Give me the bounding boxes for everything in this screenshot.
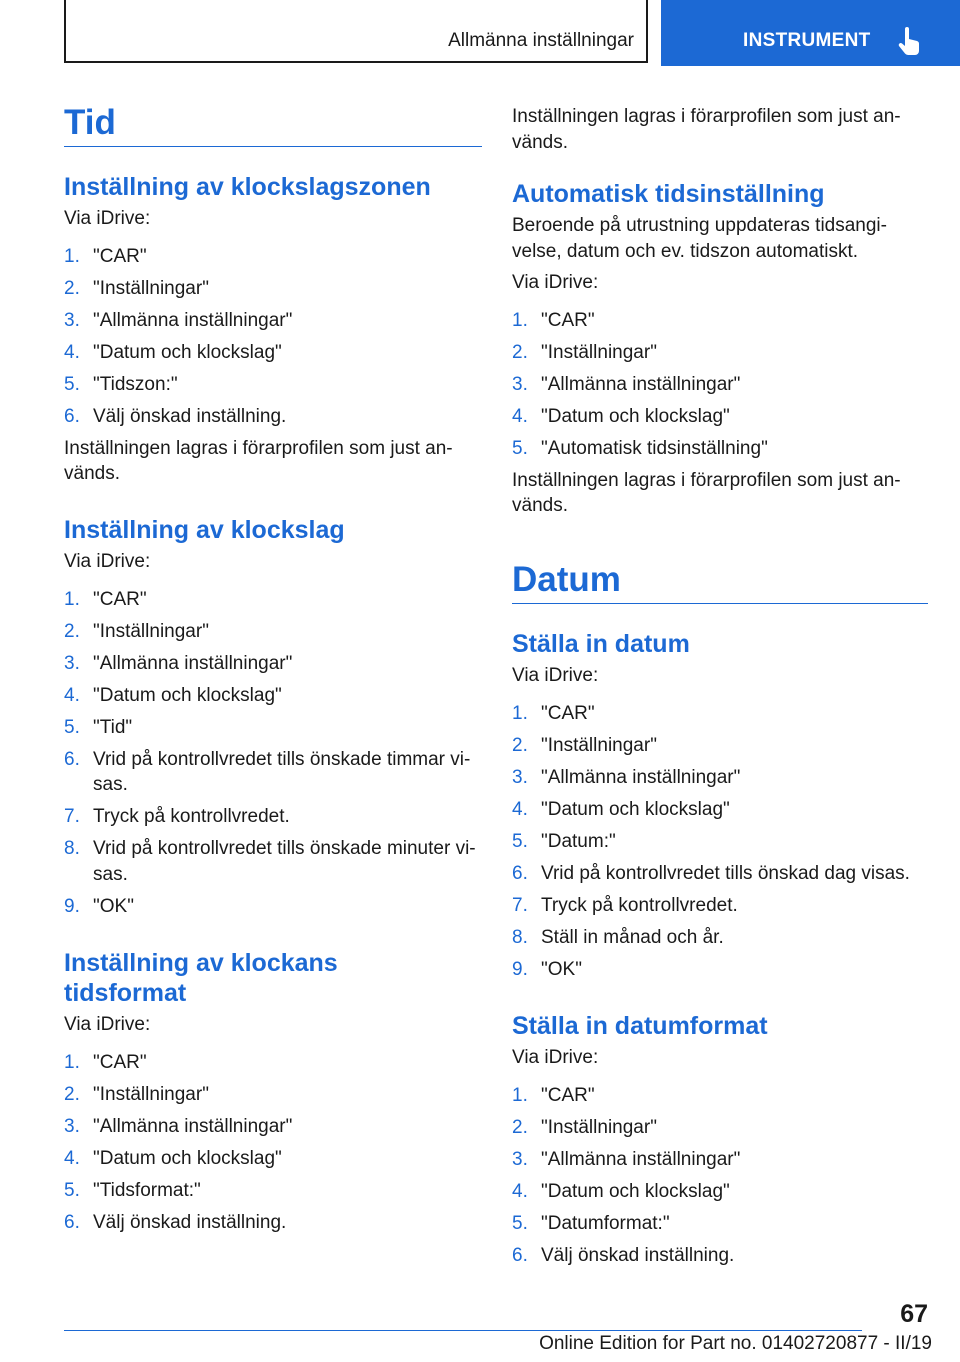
step-item [64, 1082, 482, 1108]
step-number: 5. [512, 437, 528, 459]
step-number: 5. [64, 716, 80, 738]
intro-text: Via iDrive: [64, 551, 151, 572]
step-number: 6. [512, 1244, 528, 1266]
step-item [512, 893, 930, 919]
step-item [512, 1211, 930, 1237]
step-item [512, 1115, 930, 1141]
step-text: "Allmänna inställningar" [93, 309, 293, 331]
step-text: "Inställningar" [541, 1116, 657, 1138]
section-heading: Inställning av klockans tidsformat [64, 949, 338, 1007]
step-text: "Allmänna inställningar" [541, 373, 741, 395]
step-text: "Inställningar" [93, 620, 209, 642]
step-number: 9. [64, 895, 80, 917]
step-number: 4. [64, 341, 80, 363]
step-number: 3. [512, 373, 528, 395]
intro-text: Via iDrive: [512, 272, 599, 293]
step-number: 3. [64, 652, 80, 674]
step-text: "CAR" [93, 588, 147, 610]
step-item [512, 797, 930, 823]
note-text: Inställningen lagras i förarprofilen som just an-vänds. [512, 106, 901, 153]
step-number: 3. [64, 309, 80, 331]
step-number: 4. [512, 405, 528, 427]
step-item [64, 894, 482, 920]
section-time-format [64, 948, 482, 1242]
step-item [512, 404, 930, 430]
step-number: 8. [64, 838, 80, 859]
step-number: 6. [64, 748, 80, 770]
step-text: "Allmänna inställningar" [93, 1115, 293, 1137]
step-number: 4. [512, 798, 528, 820]
step-number: 1. [512, 702, 528, 724]
step-text: "Tidszon:" [93, 373, 178, 395]
page-title: Tid [64, 103, 116, 142]
intro-text: Via iDrive: [512, 665, 599, 686]
step-number: 2. [512, 341, 528, 363]
step-text: "Allmänna inställningar" [541, 1148, 741, 1170]
step-text: Vrid på kontrollvredet tills önskade timmar vi-sas. [93, 748, 471, 795]
step-item [64, 1146, 482, 1172]
header-chapter-tab [661, 0, 960, 66]
step-number: 2. [64, 1083, 80, 1105]
step-text: "Automatisk tidsinställning" [541, 437, 768, 459]
step-item [64, 1114, 482, 1140]
step-item [64, 683, 482, 709]
step-text: Välj önskad inställning. [93, 1211, 287, 1233]
step-text: Tryck på kontrollvredet. [541, 894, 738, 916]
step-number: 4. [64, 684, 80, 706]
step-number: 5. [512, 830, 528, 852]
step-number: 6. [64, 405, 80, 427]
step-number: 1. [512, 309, 528, 331]
step-item [64, 651, 482, 677]
step-list [64, 1050, 482, 1236]
step-item [512, 861, 930, 887]
step-text: "Datum:" [541, 830, 616, 852]
page-number: 67 [900, 1300, 928, 1328]
section-heading: Inställning av klockslagszonen [64, 173, 431, 201]
step-text: "Datum och klockslag" [93, 684, 282, 706]
step-text: "Datum och klockslag" [93, 1147, 282, 1169]
step-text: "CAR" [541, 309, 595, 331]
intro-text: Via iDrive: [64, 208, 151, 229]
step-text: "Allmänna inställningar" [93, 652, 293, 674]
section-heading: Ställa in datumformat [512, 1012, 768, 1040]
step-item [64, 804, 482, 830]
step-item [64, 836, 482, 887]
step-text: "OK" [93, 895, 134, 917]
step-item [512, 372, 930, 398]
step-item [64, 308, 482, 334]
step-text: "Inställningar" [541, 341, 657, 363]
page-title: Datum [512, 560, 621, 599]
step-item [512, 1243, 930, 1269]
step-number: 1. [64, 1051, 80, 1073]
step-number: 8. [512, 926, 528, 948]
step-number: 3. [512, 1148, 528, 1170]
step-item [512, 1083, 930, 1109]
step-number: 4. [512, 1180, 528, 1202]
title-rule [512, 603, 928, 604]
step-text: Vrid på kontrollvredet tills önskad dag visas. [541, 862, 910, 884]
step-item [64, 587, 482, 613]
step-text: "Inställningar" [93, 1083, 209, 1105]
step-number: 5. [64, 373, 80, 395]
step-list [512, 308, 930, 462]
step-item [64, 619, 482, 645]
step-item [512, 340, 930, 366]
intro-text: Via iDrive: [512, 1047, 599, 1068]
intro-text: Via iDrive: [64, 1014, 151, 1035]
note-text: Inställningen lagras i förarprofilen som just an-vänds. [512, 469, 901, 516]
step-item [64, 715, 482, 741]
step-text: Vrid på kontrollvredet tills önskade minuter vi-sas. [93, 838, 476, 885]
section-heading: Ställa in datum [512, 630, 690, 658]
hand-pointer-icon [896, 27, 922, 57]
step-list [64, 244, 482, 430]
step-number: 2. [512, 734, 528, 756]
step-item [512, 829, 930, 855]
step-number: 3. [64, 1115, 80, 1137]
section-heading: Inställning av klockslag [64, 516, 345, 544]
step-item [512, 701, 930, 727]
header-chapter-title: INSTRUMENT [743, 30, 871, 51]
section-time-zone [64, 172, 482, 487]
step-text: "CAR" [541, 702, 595, 724]
step-number: 5. [64, 1179, 80, 1201]
step-text: "CAR" [541, 1084, 595, 1106]
step-list [64, 587, 482, 920]
title-rule [64, 146, 482, 147]
step-text: "CAR" [93, 245, 147, 267]
step-item [512, 765, 930, 791]
step-item [512, 957, 930, 983]
step-text: Välj önskad inställning. [93, 405, 287, 427]
step-number: 6. [512, 862, 528, 884]
step-text: "CAR" [93, 1051, 147, 1073]
step-number: 4. [64, 1147, 80, 1169]
step-number: 9. [512, 958, 528, 980]
footer-rule [64, 1330, 862, 1331]
step-text: "Inställningar" [541, 734, 657, 756]
note-text: Inställningen lagras i förarprofilen som just an-vänds. [64, 437, 453, 484]
step-item [64, 404, 482, 430]
description-text: Beroende på utrustning uppdateras tidsangi-velse, datum och ev. tidszon automatiskt. [512, 215, 887, 262]
step-text: "Tid" [93, 716, 133, 738]
section-heading: Automatisk tidsinställning [512, 180, 825, 208]
section-set-date [512, 629, 930, 989]
step-text: "Datum och klockslag" [541, 798, 730, 820]
step-item [64, 276, 482, 302]
section-time [64, 515, 482, 926]
step-text: Välj önskad inställning. [541, 1244, 735, 1266]
step-list [512, 701, 930, 983]
step-number: 6. [64, 1211, 80, 1233]
step-number: 2. [64, 277, 80, 299]
step-item [64, 1050, 482, 1076]
step-item [512, 436, 930, 462]
step-item [64, 340, 482, 366]
step-item [512, 308, 930, 334]
step-number: 1. [64, 245, 80, 267]
step-text: Tryck på kontrollvredet. [93, 806, 290, 827]
step-item [512, 925, 930, 951]
step-text: "Datum och klockslag" [541, 405, 730, 427]
step-number: 5. [512, 1212, 528, 1234]
step-text: Ställ in månad och år. [541, 926, 724, 948]
step-item [512, 1179, 930, 1205]
header-section-box [64, 0, 648, 63]
step-number: 1. [512, 1084, 528, 1106]
step-item [64, 1178, 482, 1204]
step-text: "Datumformat:" [541, 1212, 670, 1234]
step-text: "Inställningar" [93, 277, 209, 299]
step-item [512, 1147, 930, 1173]
step-number: 7. [512, 894, 528, 916]
step-number: 1. [64, 588, 80, 610]
header-section-title: Allmänna inställningar [448, 30, 634, 51]
step-item [64, 244, 482, 270]
step-text: "Allmänna inställningar" [541, 766, 741, 788]
step-list [512, 1083, 930, 1269]
footer-text: Online Edition for Part no. 01402720877 - II/19 [539, 1333, 932, 1354]
step-number: 2. [512, 1116, 528, 1138]
step-item [64, 1210, 482, 1236]
step-number: 2. [64, 620, 80, 642]
step-item [512, 733, 930, 759]
section-date-format [512, 1011, 930, 1275]
step-text: "Datum och klockslag" [93, 341, 282, 363]
step-number: 3. [512, 766, 528, 788]
step-text: "OK" [541, 958, 582, 980]
step-text: "Datum och klockslag" [541, 1180, 730, 1202]
step-item [64, 747, 482, 798]
step-number: 7. [64, 806, 80, 827]
step-item [64, 372, 482, 398]
step-text: "Tidsformat:" [93, 1179, 201, 1201]
section-auto-time [512, 179, 930, 519]
